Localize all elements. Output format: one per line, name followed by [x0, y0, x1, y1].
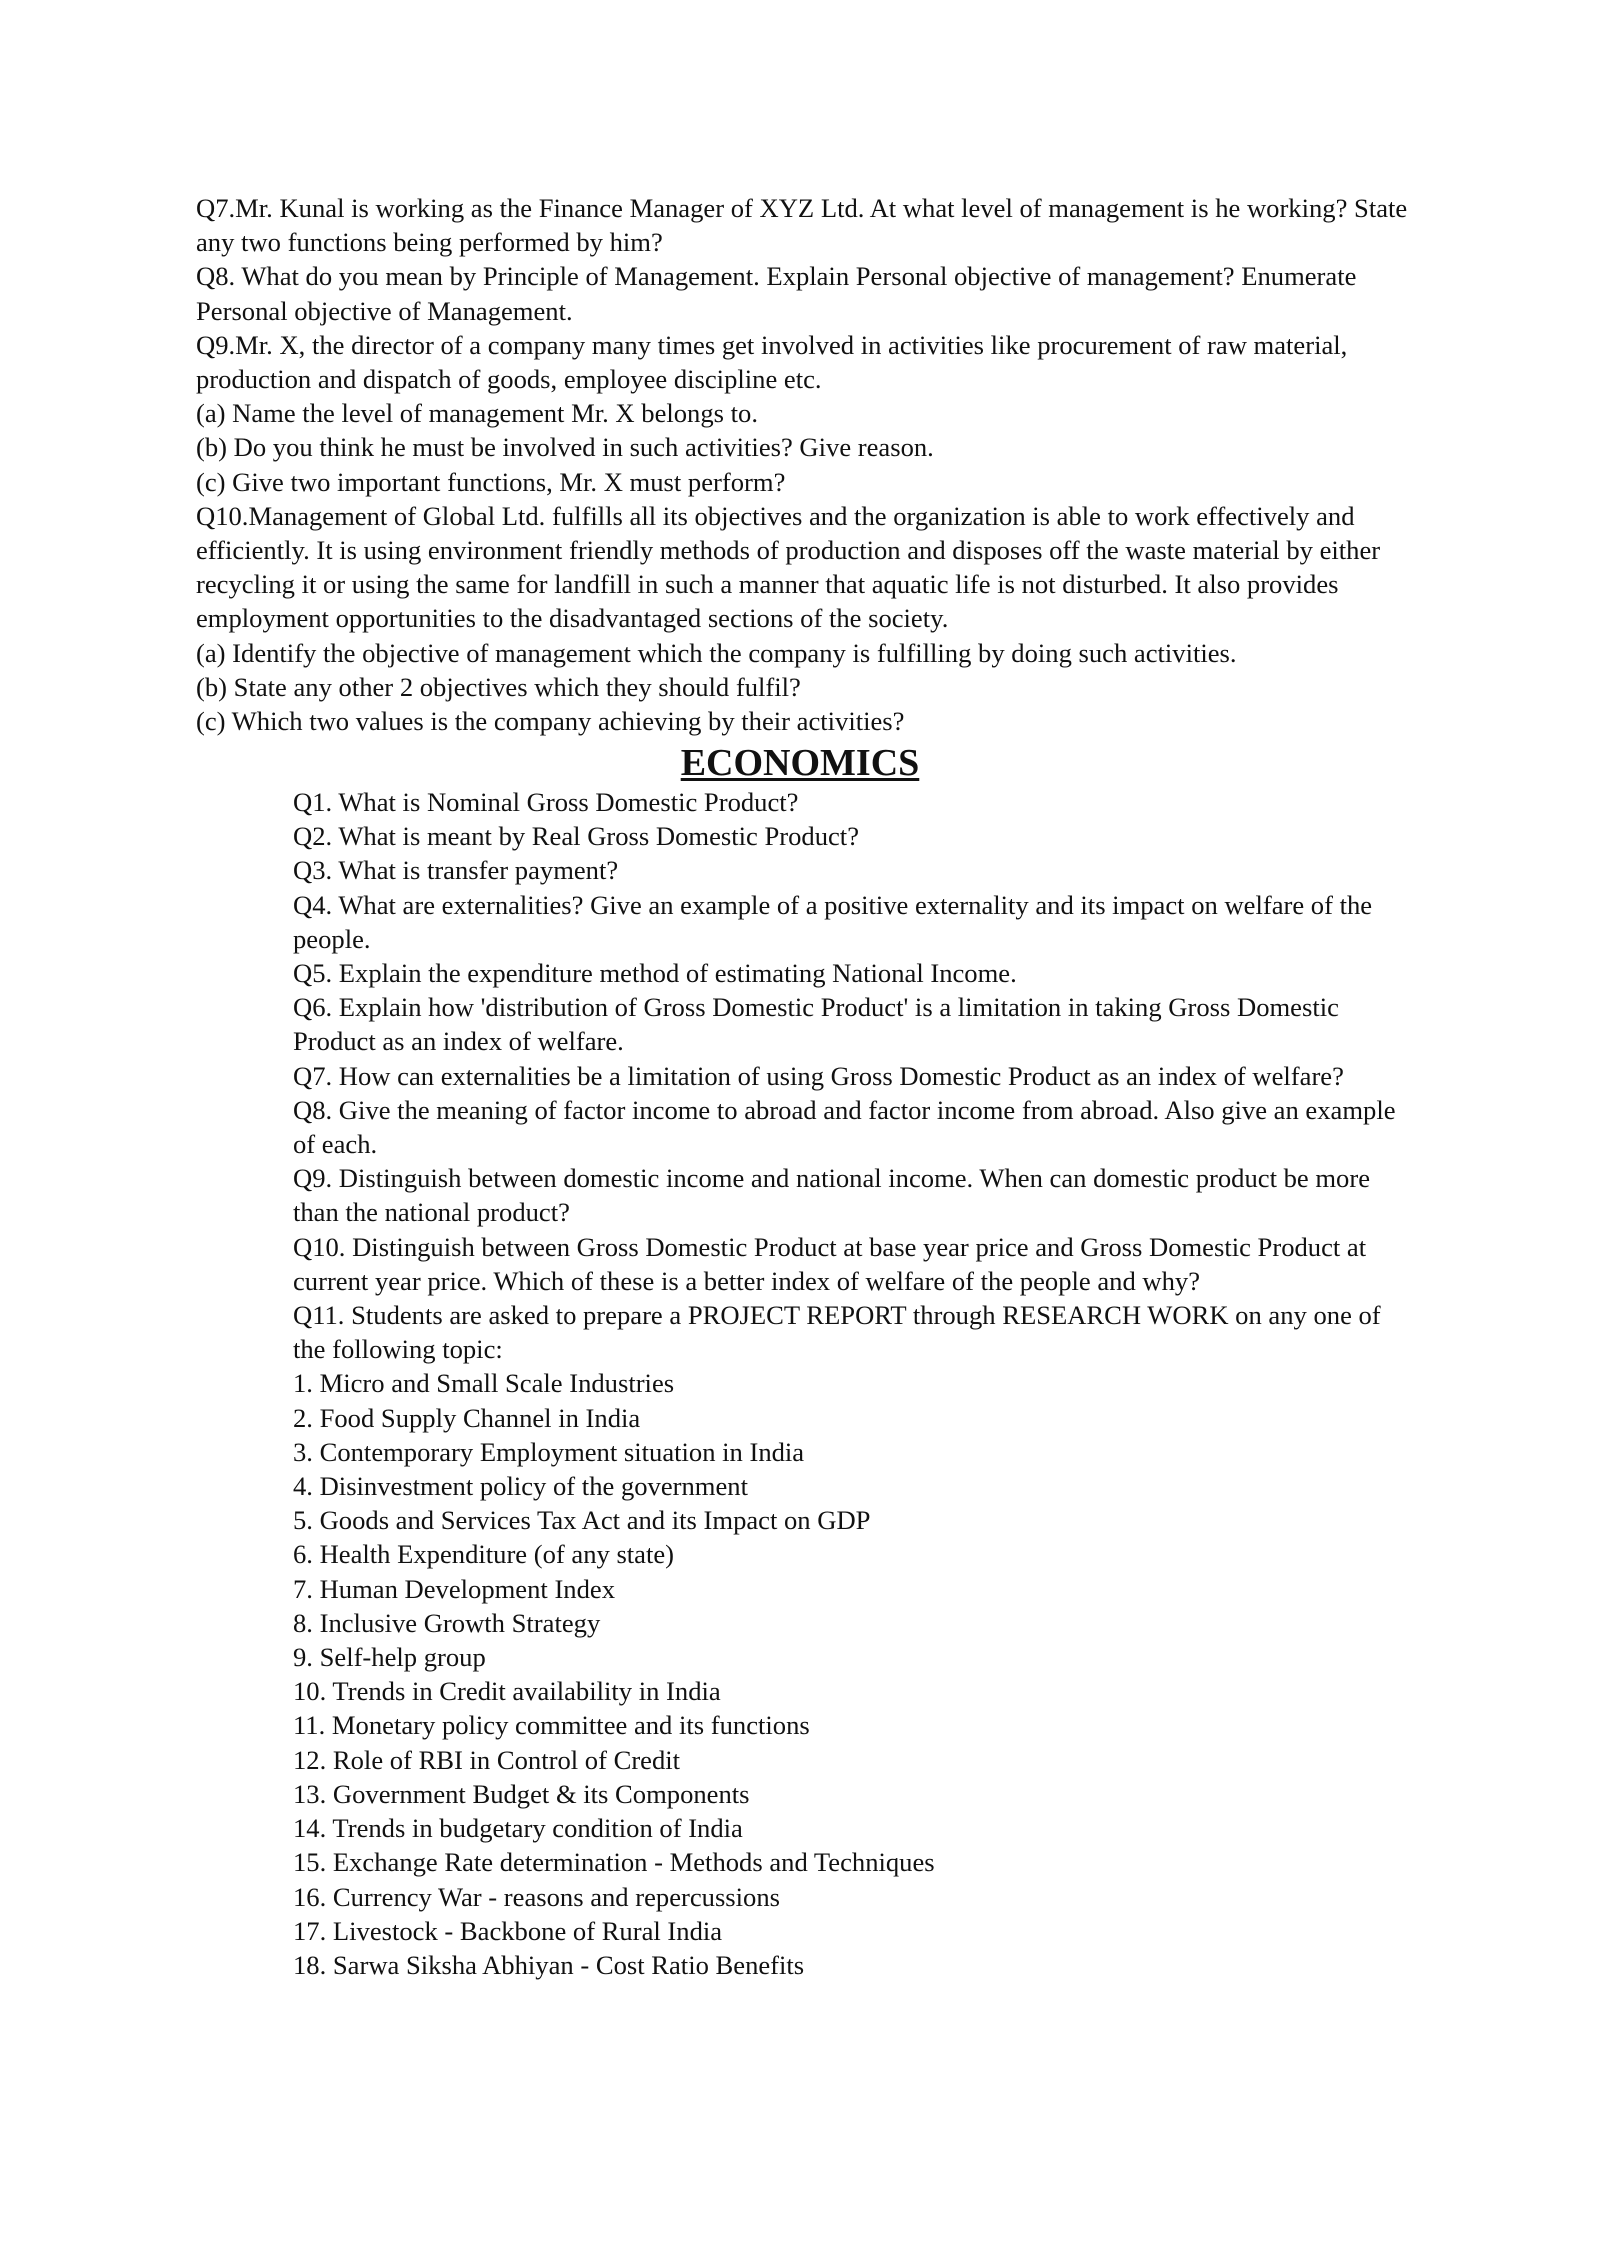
question-q10-part-a: (a) Identify the objective of management which the company is fulfilling by doing such activities. [196, 637, 1237, 668]
project-topic-item: 11. Monetary policy committee and its functions [293, 1710, 810, 1741]
project-topic-item: 1. Micro and Small Scale Industries [293, 1368, 675, 1399]
project-topic-item: 2. Food Supply Channel in India [293, 1402, 641, 1433]
economics-question-q4: Q4. What are externalities? Give an example of a positive externality and its impact on welfare of the people. [293, 889, 1373, 954]
economics-question-q5: Q5. Explain the expenditure method of estimating National Income. [293, 958, 1017, 989]
project-topic-item: 10. Trends in Credit availability in India [293, 1676, 721, 1707]
project-topic-item: 7. Human Development Index [293, 1573, 615, 1604]
economics-heading: ECONOMICS [680, 742, 920, 784]
economics-question-q9: Q9. Distinguish between domestic income and national income. When can domestic product be more than the national product? [293, 1163, 1371, 1228]
project-topic-list [293, 1366, 1413, 1982]
project-topic-item: 13. Government Budget & its Components [293, 1778, 750, 1809]
economics-question-q3: Q3. What is transfer payment? [293, 855, 619, 886]
project-topic-item: 12. Role of RBI in Control of Credit [293, 1744, 681, 1775]
question-q8: Q8. What do you mean by Principle of Management. Explain Personal objective of management? Enumerate Personal objective of Management. [196, 261, 1357, 326]
project-topic-item: 18. Sarwa Siksha Abhiyan - Cost Ratio Benefits [293, 1949, 805, 1980]
project-topic-item: 8. Inclusive Growth Strategy [293, 1607, 601, 1638]
question-q7: Q7.Mr. Kunal is working as the Finance Manager of XYZ Ltd. At what level of management is he working? State any two functions being performed by him? [196, 193, 1408, 258]
economics-question-q7: Q7. How can externalities be a limitation of using Gross Domestic Product as an index of welfare? [293, 1060, 1344, 1091]
project-topic-item: 3. Contemporary Employment situation in India [293, 1436, 805, 1467]
project-topic-item: 4. Disinvestment policy of the government [293, 1471, 748, 1502]
project-topic-item: 17. Livestock - Backbone of Rural India [293, 1915, 723, 1946]
economics-question-q1: Q1. What is Nominal Gross Domestic Product? [293, 787, 799, 817]
management-questions-section [196, 191, 1446, 738]
question-q9: Q9.Mr. X, the director of a company many times get involved in activities like procurement of raw material, production and dispatch of goods, employee discipline etc. [196, 329, 1348, 395]
question-q10: Q10.Management of Global Ltd. fulfills all its objectives and the organization is able to work effectively and efficiently. It is using environment friendly methods of production and disposes off the waste material by either recycling it or using the same for landfill in such a manner that aquatic life is not disturbed. It also provides employment opportunities to the disadvantaged sections of the society. [196, 500, 1381, 634]
question-q9-part-a: (a) Name the level of management Mr. X belongs to. [196, 398, 758, 429]
project-topic-item: 5. Goods and Services Tax Act and its Impact on GDP [293, 1505, 871, 1536]
project-topic-item: 14. Trends in budgetary condition of India [293, 1813, 743, 1844]
economics-section [293, 785, 1413, 1982]
project-topic-item: 16. Currency War - reasons and repercussions [293, 1881, 780, 1912]
economics-question-q10: Q10. Distinguish between Gross Domestic Product at base year price and Gross Domestic Product at current year price. Which of these is a better index of welfare of the people and why? [293, 1231, 1367, 1296]
economics-question-q8: Q8. Give the meaning of factor income to abroad and factor income from abroad. Also give an example of each. [293, 1094, 1396, 1160]
project-topic-item: 15. Exchange Rate determination - Methods and Techniques [293, 1847, 935, 1878]
question-q9-part-c: (c) Give two important functions, Mr. X must perform? [196, 466, 786, 497]
economics-question-q2: Q2. What is meant by Real Gross Domestic Product? [293, 821, 860, 852]
project-topic-item: 6. Health Expenditure (of any state) [293, 1539, 675, 1570]
question-q10-part-b: (b) State any other 2 objectives which they should fulfil? [196, 671, 801, 702]
question-q10-part-c: (c) Which two values is the company achieving by their activities? [196, 706, 905, 737]
economics-question-q11: Q11. Students are asked to prepare a PROJECT REPORT through RESEARCH WORK on any one of the following topic: [293, 1300, 1381, 1365]
project-topic-item: 9. Self-help group [293, 1642, 486, 1673]
question-q9-part-b: (b) Do you think he must be involved in such activities? Give reason. [196, 432, 934, 463]
economics-question-q6: Q6. Explain how 'distribution of Gross Domestic Product' is a limitation in taking Gross Domestic Product as an index of welfare. [293, 992, 1339, 1057]
